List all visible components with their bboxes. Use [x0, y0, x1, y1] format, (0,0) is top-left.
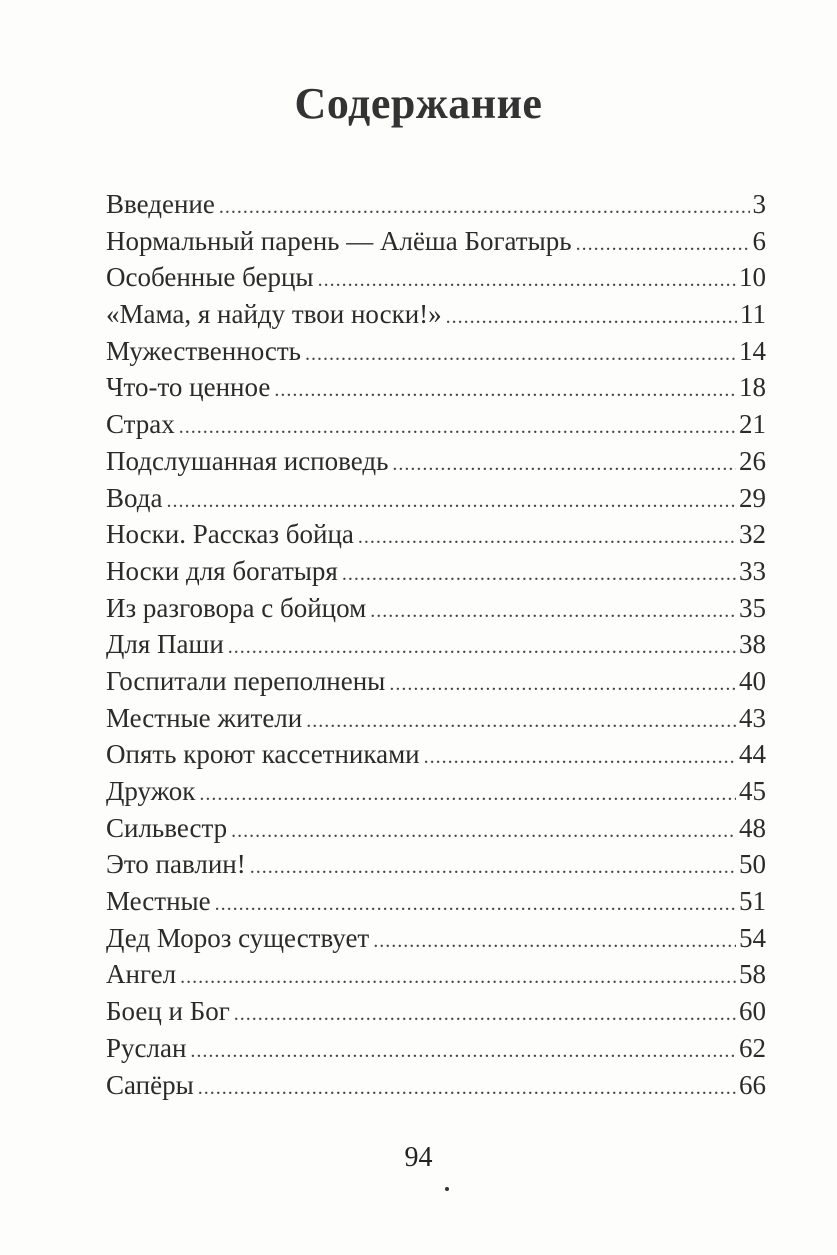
dot-leader: [228, 629, 736, 666]
dot-leader: [234, 996, 736, 1033]
toc-entry-page: 43: [739, 702, 766, 733]
dot-leader: [370, 593, 736, 630]
toc-entry-page: 11: [740, 299, 766, 330]
toc-entry-page: 58: [739, 959, 766, 990]
toc-entry-title: Нормальный парень — Алёша Богатырь: [106, 225, 572, 256]
toc-entry-page: 60: [739, 996, 766, 1027]
print-mark: [445, 1187, 449, 1191]
dot-leader: [392, 446, 736, 483]
toc-entry-title: Госпитали переполнены: [106, 665, 386, 696]
toc-entry-title: Мужественность: [106, 335, 301, 366]
dot-leader: [274, 372, 736, 409]
dot-leader: [446, 299, 737, 336]
toc-entry-page: 45: [739, 776, 766, 806]
dot-leader: [373, 923, 736, 960]
toc-entry-page: 66: [739, 1069, 766, 1100]
toc-entry-page: 48: [739, 812, 766, 843]
toc-entry-title: Местные: [106, 886, 211, 917]
toc-entry-title: Особенные берцы: [106, 262, 314, 293]
toc-entry: [106, 333, 766, 370]
toc-entry-page: 6: [752, 225, 766, 256]
dot-leader: [180, 959, 736, 996]
toc-entry-title: Страх: [106, 409, 175, 440]
toc-entry-title: Дед Мороз существует: [106, 922, 370, 953]
toc-entry: [106, 590, 766, 627]
toc-entry-title: Из разговора с бойцом: [106, 592, 367, 623]
dot-leader: [318, 262, 736, 299]
toc-entry-title: Это павлин!: [106, 849, 246, 880]
toc-entry-title: Вода: [106, 482, 163, 513]
toc-entry-title: Местные жители: [106, 702, 303, 733]
toc-entry-page: 18: [739, 372, 766, 403]
toc-entry: [106, 480, 766, 517]
toc-entry: [106, 443, 766, 480]
dot-leader: [305, 336, 736, 373]
toc-entry-title: Что-то ценное: [106, 372, 271, 403]
toc-entry-page: 3: [752, 189, 766, 219]
toc-entry: [106, 369, 766, 406]
dot-leader: [342, 556, 736, 593]
table-of-contents: [106, 186, 766, 1103]
toc-entry-page: 29: [739, 482, 766, 513]
toc-entry: [106, 626, 766, 663]
toc-entry-page: 14: [739, 335, 766, 366]
dot-leader: [179, 409, 736, 446]
page-title: Содержание: [294, 79, 543, 128]
dot-leader: [198, 1070, 736, 1107]
toc-entry-title: Дружок: [106, 776, 196, 806]
dot-leader: [389, 666, 736, 703]
toc-entry: [106, 406, 766, 443]
toc-entry-title: Боец и Бог: [106, 996, 230, 1027]
toc-entry-title: Ангел: [106, 959, 177, 990]
dot-leader: [424, 739, 736, 776]
toc-entry-title: Опять кроют кассетниками: [106, 739, 420, 770]
toc-entry: [106, 223, 766, 260]
dot-leader: [215, 886, 736, 923]
toc-entry-title: Носки для богатыря: [106, 555, 338, 586]
dot-leader: [306, 703, 736, 740]
toc-entry: [106, 296, 766, 333]
toc-entry-title: Носки. Рассказ бойца: [106, 519, 354, 550]
toc-entry-title: Руслан: [106, 1032, 187, 1063]
toc-entry-page: 44: [739, 739, 766, 770]
toc-entry-page: 35: [739, 592, 766, 623]
toc-entry-page: 32: [739, 519, 766, 550]
toc-entry: [106, 553, 766, 590]
toc-entry: [106, 186, 766, 223]
toc-entry: [106, 773, 766, 810]
dot-leader: [231, 813, 736, 850]
toc-entry-page: 40: [739, 665, 766, 696]
toc-entry: [106, 883, 766, 920]
toc-entry-page: 54: [739, 922, 766, 953]
toc-entry-title: Подслушанная исповедь: [106, 445, 389, 476]
toc-entry: [106, 920, 766, 957]
toc-entry: [106, 1067, 766, 1104]
toc-entry: [106, 700, 766, 737]
dot-leader: [199, 776, 736, 813]
toc-entry-page: 33: [739, 555, 766, 586]
dot-leader: [576, 226, 750, 263]
dot-leader: [166, 483, 736, 520]
toc-entry: [106, 956, 766, 993]
dot-leader: [250, 849, 736, 886]
toc-entry-page: 26: [739, 445, 766, 476]
dot-leader: [358, 519, 736, 556]
toc-entry-page: 38: [739, 629, 766, 660]
toc-entry-page: 10: [739, 262, 766, 293]
toc-entry-title: Для Паши: [106, 629, 224, 660]
toc-entry: [106, 259, 766, 296]
toc-entry-page: 21: [739, 409, 766, 440]
toc-entry: [106, 846, 766, 883]
toc-entry-page: 51: [739, 886, 766, 917]
toc-entry-page: 62: [739, 1032, 766, 1063]
dot-leader: [219, 189, 750, 226]
toc-entry: [106, 663, 766, 700]
page-number: 94: [404, 1142, 433, 1173]
toc-entry: [106, 993, 766, 1030]
toc-entry-title: Сильвестр: [106, 812, 228, 843]
dot-leader: [190, 1033, 736, 1070]
toc-entry: [106, 516, 766, 553]
toc-entry-title: «Мама, я найду твои носки!»: [106, 299, 442, 330]
toc-entry-title: Введение: [106, 189, 215, 219]
toc-entry: [106, 736, 766, 773]
toc-entry: [106, 810, 766, 847]
toc-entry-title: Сапёры: [106, 1069, 194, 1100]
toc-entry-page: 50: [739, 849, 766, 880]
toc-entry: [106, 1030, 766, 1067]
